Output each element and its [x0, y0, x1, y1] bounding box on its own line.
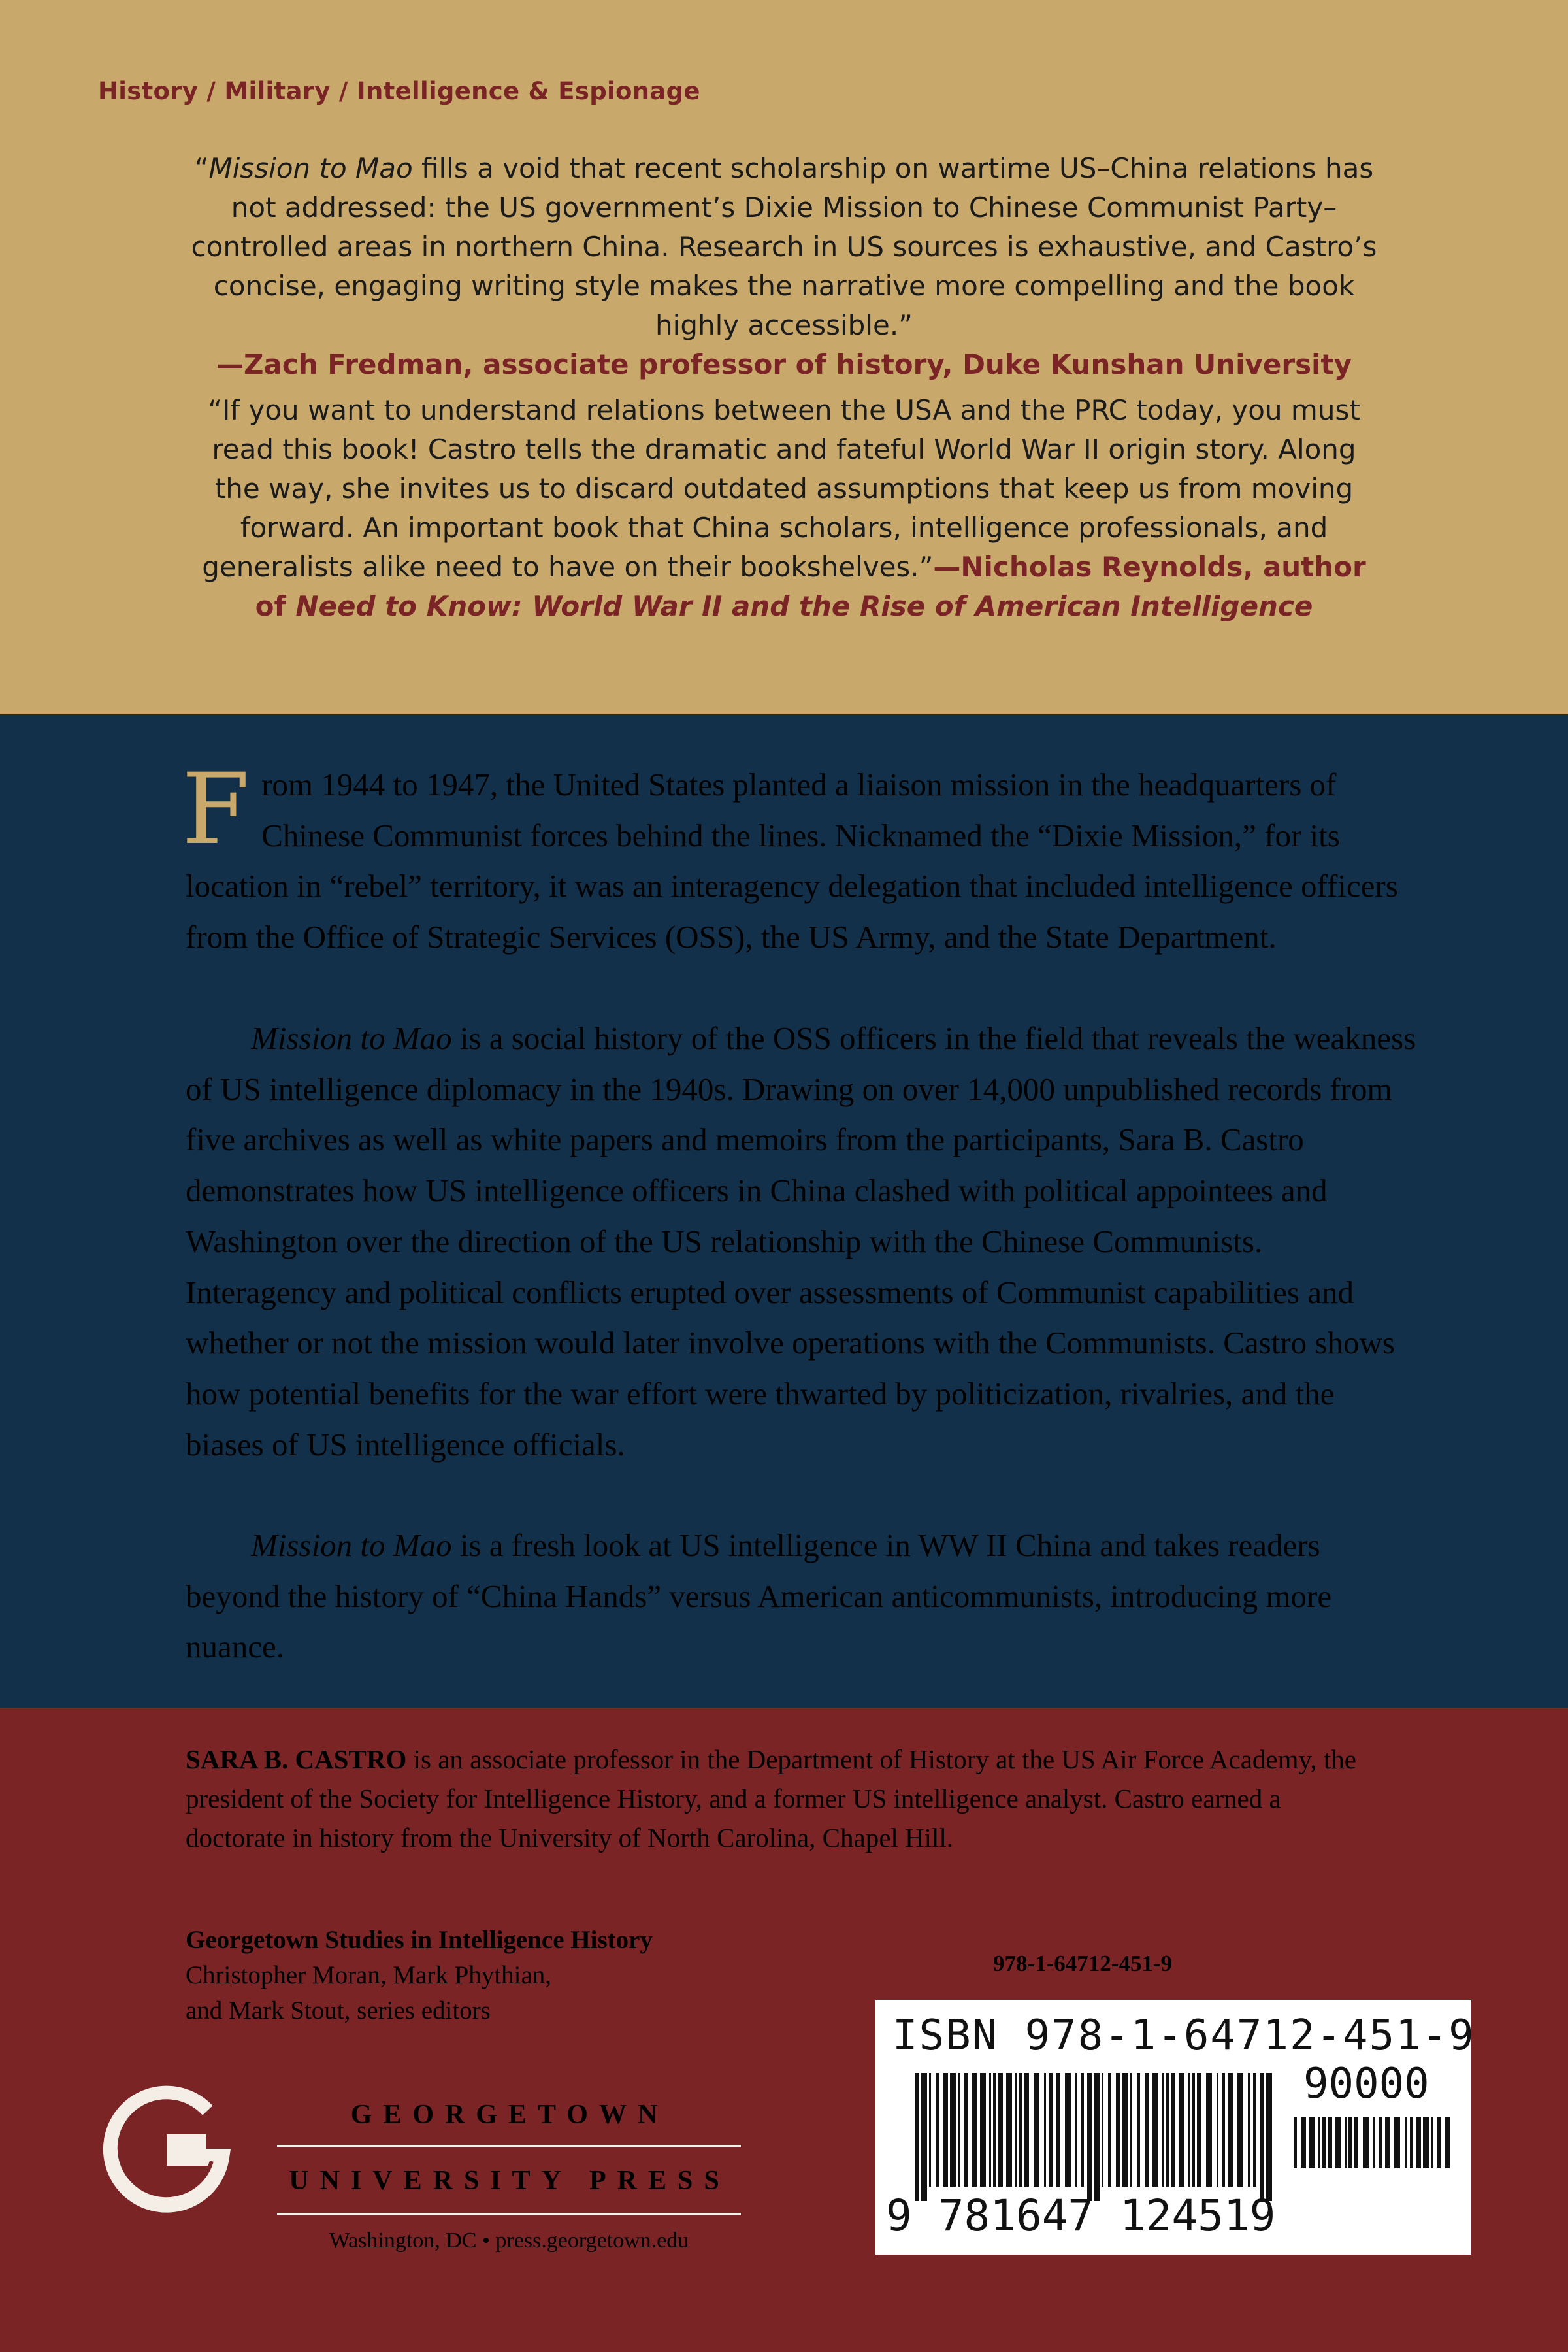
- barcode-bar: [1162, 2073, 1164, 2187]
- author-bio: [186, 1740, 1381, 1857]
- endorsements-section: [0, 0, 1568, 714]
- barcode-bar: [1130, 2073, 1132, 2187]
- barcode-bar: [1405, 2117, 1407, 2168]
- series-editors-line-1: Christopher Moran, Mark Phythian,: [186, 1961, 552, 1989]
- barcode-bar: [1423, 2117, 1429, 2168]
- georgetown-g-logo-icon: [97, 2080, 234, 2217]
- barcode-bar: [1166, 2073, 1169, 2187]
- quote-text: “If you want to understand relations between the USA and the PRC today, you must read this book! Castro tells the dramatic and fateful World War II origin story. Along the way, she invites us to discard outdated assumptions that keep us from moving forward. An important book that China scholars, intelligence professionals, and generalists alike need to have on their bookshelves.”: [202, 394, 1360, 583]
- author-name: SARA B. CASTRO: [186, 1744, 407, 1774]
- description-paragraph-1: [182, 753, 1420, 963]
- quote-attribution: —Nicholas Reynolds, author of: [255, 551, 1366, 622]
- ean-barcode-bars: [915, 2073, 1281, 2201]
- barcode-bar: [1152, 2073, 1158, 2187]
- barcode-bar: [1248, 2073, 1250, 2187]
- addon-barcode-bars: [1294, 2117, 1457, 2183]
- barcode-bar: [1445, 2117, 1450, 2168]
- barcode-bar: [1222, 2073, 1225, 2187]
- barcode-bar: [1348, 2117, 1352, 2168]
- quote-attribution: —Zach Fredman, associate professor of history, Duke Kunshan University: [216, 348, 1352, 380]
- barcode-bar: [1102, 2073, 1103, 2187]
- barcode-bar: [1345, 2117, 1347, 2168]
- barcode-addon-number: 90000: [1303, 2060, 1429, 2108]
- paragraph-text: is a fresh look at US intelligence in WW II China and takes readers beyond the history of “China Hands” versus American anticommunists, introducing more nuance.: [186, 1527, 1332, 1665]
- paragraph-text: is a social history of the OSS officers in the field that reveals the weakness of US intelligence diplomacy in the 1940s. Drawing on over 14,000 unpublished records from five archives as well as white papers and memoirs from the participants, Sara B. Castro demonstrates how US intelligence officers in China clashed with political appointees and Washington over the direction of the US relationship with the Chinese Communists. Interagency and political conflicts erupted over assessments of Communist capabilities and whether or not the mission would later involve operations with the Communists. Castro shows how potential benefits for the war effort were thwarted by politicization, rivalries, and the biases of US intelligence officials.: [186, 1020, 1416, 1463]
- publisher-name-line-1: GEORGETOWN: [350, 2100, 669, 2130]
- barcode-bar: [929, 2073, 931, 2187]
- book-title: Mission to Mao: [251, 1020, 452, 1056]
- logo-letter: G: [165, 2165, 166, 2166]
- barcode-bar: [1318, 2117, 1320, 2168]
- description-paragraph-3: [186, 1520, 1420, 1672]
- barcode-bar: [943, 2073, 948, 2187]
- barcode-bar: [998, 2073, 1003, 2187]
- barcode-bar: [1081, 2073, 1084, 2187]
- barcode-bar: [950, 2073, 956, 2187]
- series-name: Georgetown Studies in Intelligence History: [186, 1926, 653, 1954]
- barcode-bar: [989, 2073, 991, 2187]
- barcode-bar: [972, 2073, 977, 2187]
- publisher-address: Washington, DC • press.georgetown.edu: [329, 2228, 689, 2253]
- barcode-bar: [1006, 2073, 1012, 2187]
- isbn-barcode: [875, 2000, 1475, 2255]
- barcode-bar: [1075, 2073, 1077, 2187]
- drop-cap: F: [182, 753, 250, 867]
- series-info: [186, 1923, 839, 2029]
- barcode-bar: [958, 2073, 960, 2187]
- barcode-bar: [1217, 2073, 1218, 2187]
- author-bio-text: is an associate professor in the Department of History at the US Air Force Academy, the president of the Society for Intelligence History, and a former US intelligence analyst. Castro earned a doctorate in history from the University of North Carolina, Chapel Hill.: [186, 1744, 1356, 1853]
- barcode-ean-digits: [886, 2191, 1275, 2241]
- barcode-bar: [1363, 2117, 1369, 2168]
- barcode-bar: [1094, 2073, 1100, 2201]
- barcode-bar: [1197, 2073, 1201, 2187]
- barcode-bar: [1335, 2117, 1341, 2168]
- barcode-bar: [1309, 2117, 1315, 2168]
- barcode-bar: [1049, 2073, 1053, 2187]
- barcode-bar: [1015, 2073, 1017, 2187]
- barcode-bar: [1437, 2117, 1441, 2168]
- barcode-bar: [1328, 2117, 1332, 2168]
- barcode-bar: [1024, 2073, 1029, 2187]
- barcode-bar: [980, 2073, 986, 2187]
- barcode-bar: [1410, 2117, 1413, 2168]
- barcode-bar: [921, 2073, 927, 2201]
- barcode-bar: [1145, 2073, 1149, 2187]
- quote-book-title: Mission to Mao: [208, 152, 413, 184]
- ean-remaining-digits: 781647 124519: [938, 2191, 1276, 2241]
- barcode-bar: [1379, 2117, 1382, 2168]
- barcode-bar: [1044, 2073, 1046, 2187]
- quote-open-mark: “: [194, 152, 209, 184]
- barcode-bar: [1253, 2073, 1256, 2187]
- barcode-bar: [1192, 2073, 1195, 2187]
- endorsement-quote-1: [189, 149, 1379, 384]
- book-title: Mission to Mao: [251, 1527, 452, 1563]
- barcode-bar: [1188, 2073, 1190, 2187]
- publisher-rule-bottom: [277, 2213, 741, 2215]
- barcode-bar: [1056, 2073, 1060, 2187]
- barcode-bar: [1237, 2073, 1243, 2187]
- barcode-bar: [1294, 2117, 1297, 2168]
- paragraph-text: rom 1944 to 1947, the United States planted a liaison mission in the headquarters of Chinese Communist forces behind the lines. Nicknamed the “Dixie Mission,” for its location in “rebel” territory, it was an interagency delegation that included intelligence officers from the Office of Strategic Services (OSS), the US Army, and the State Department.: [186, 767, 1398, 955]
- barcode-bar: [1301, 2117, 1306, 2168]
- barcode-bar: [1416, 2117, 1421, 2168]
- barcode-bar: [1228, 2073, 1233, 2187]
- barcode-bar: [1108, 2073, 1111, 2187]
- barcode-bar: [1354, 2117, 1358, 2168]
- publisher-name-line-2: UNIVERSITY PRESS: [289, 2166, 730, 2196]
- ean-first-digit: 9: [886, 2191, 912, 2241]
- barcode-bar: [1065, 2073, 1071, 2187]
- publisher-rule-top: [277, 2145, 741, 2147]
- description-paragraph-2: [186, 1013, 1420, 1470]
- barcode-bar: [964, 2073, 968, 2187]
- quote-attribution-book-title: Need to Know: World War II and the Rise of American Intelligence: [295, 590, 1313, 622]
- barcode-bar: [936, 2073, 939, 2187]
- series-editors-line-2: and Mark Stout, series editors: [186, 1996, 491, 2025]
- barcode-bar: [1322, 2117, 1326, 2168]
- barcode-bar: [1122, 2073, 1128, 2187]
- barcode-bar: [1116, 2073, 1120, 2187]
- isbn-text: 978-1-64712-451-9: [993, 1951, 1173, 1976]
- barcode-bar: [1266, 2073, 1272, 2201]
- endorsement-quote-2: [189, 391, 1379, 626]
- barcode-bar: [1019, 2073, 1022, 2187]
- barcode-bar: [1034, 2073, 1039, 2187]
- barcode-bar: [1373, 2117, 1375, 2168]
- barcode-bar: [1431, 2117, 1433, 2168]
- quote-text: fills a void that recent scholarship on wartime US–China relations has not addressed: the US government’s Dixie Mission to Chinese Communist Party–controlled areas in northern China. Research in US sources is exhaustive, and Castro’s concise, engaging writing style makes the narrative more compelling and the book highly accessible.”: [191, 152, 1377, 341]
- barcode-bar: [1137, 2073, 1140, 2187]
- category-label: History / Military / Intelligence & Espionage: [98, 77, 700, 105]
- barcode-bar: [1087, 2073, 1092, 2201]
- barcode-isbn-text: ISBN 978-1-64712-451-9: [892, 2012, 1475, 2060]
- barcode-bar: [1206, 2073, 1212, 2187]
- barcode-bar: [993, 2073, 996, 2187]
- barcode-bar: [1385, 2117, 1390, 2168]
- barcode-bar: [1171, 2073, 1175, 2187]
- barcode-bar: [1179, 2073, 1184, 2187]
- barcode-bar: [915, 2073, 919, 2201]
- barcode-bar: [1260, 2073, 1264, 2201]
- barcode-bar: [1394, 2117, 1400, 2168]
